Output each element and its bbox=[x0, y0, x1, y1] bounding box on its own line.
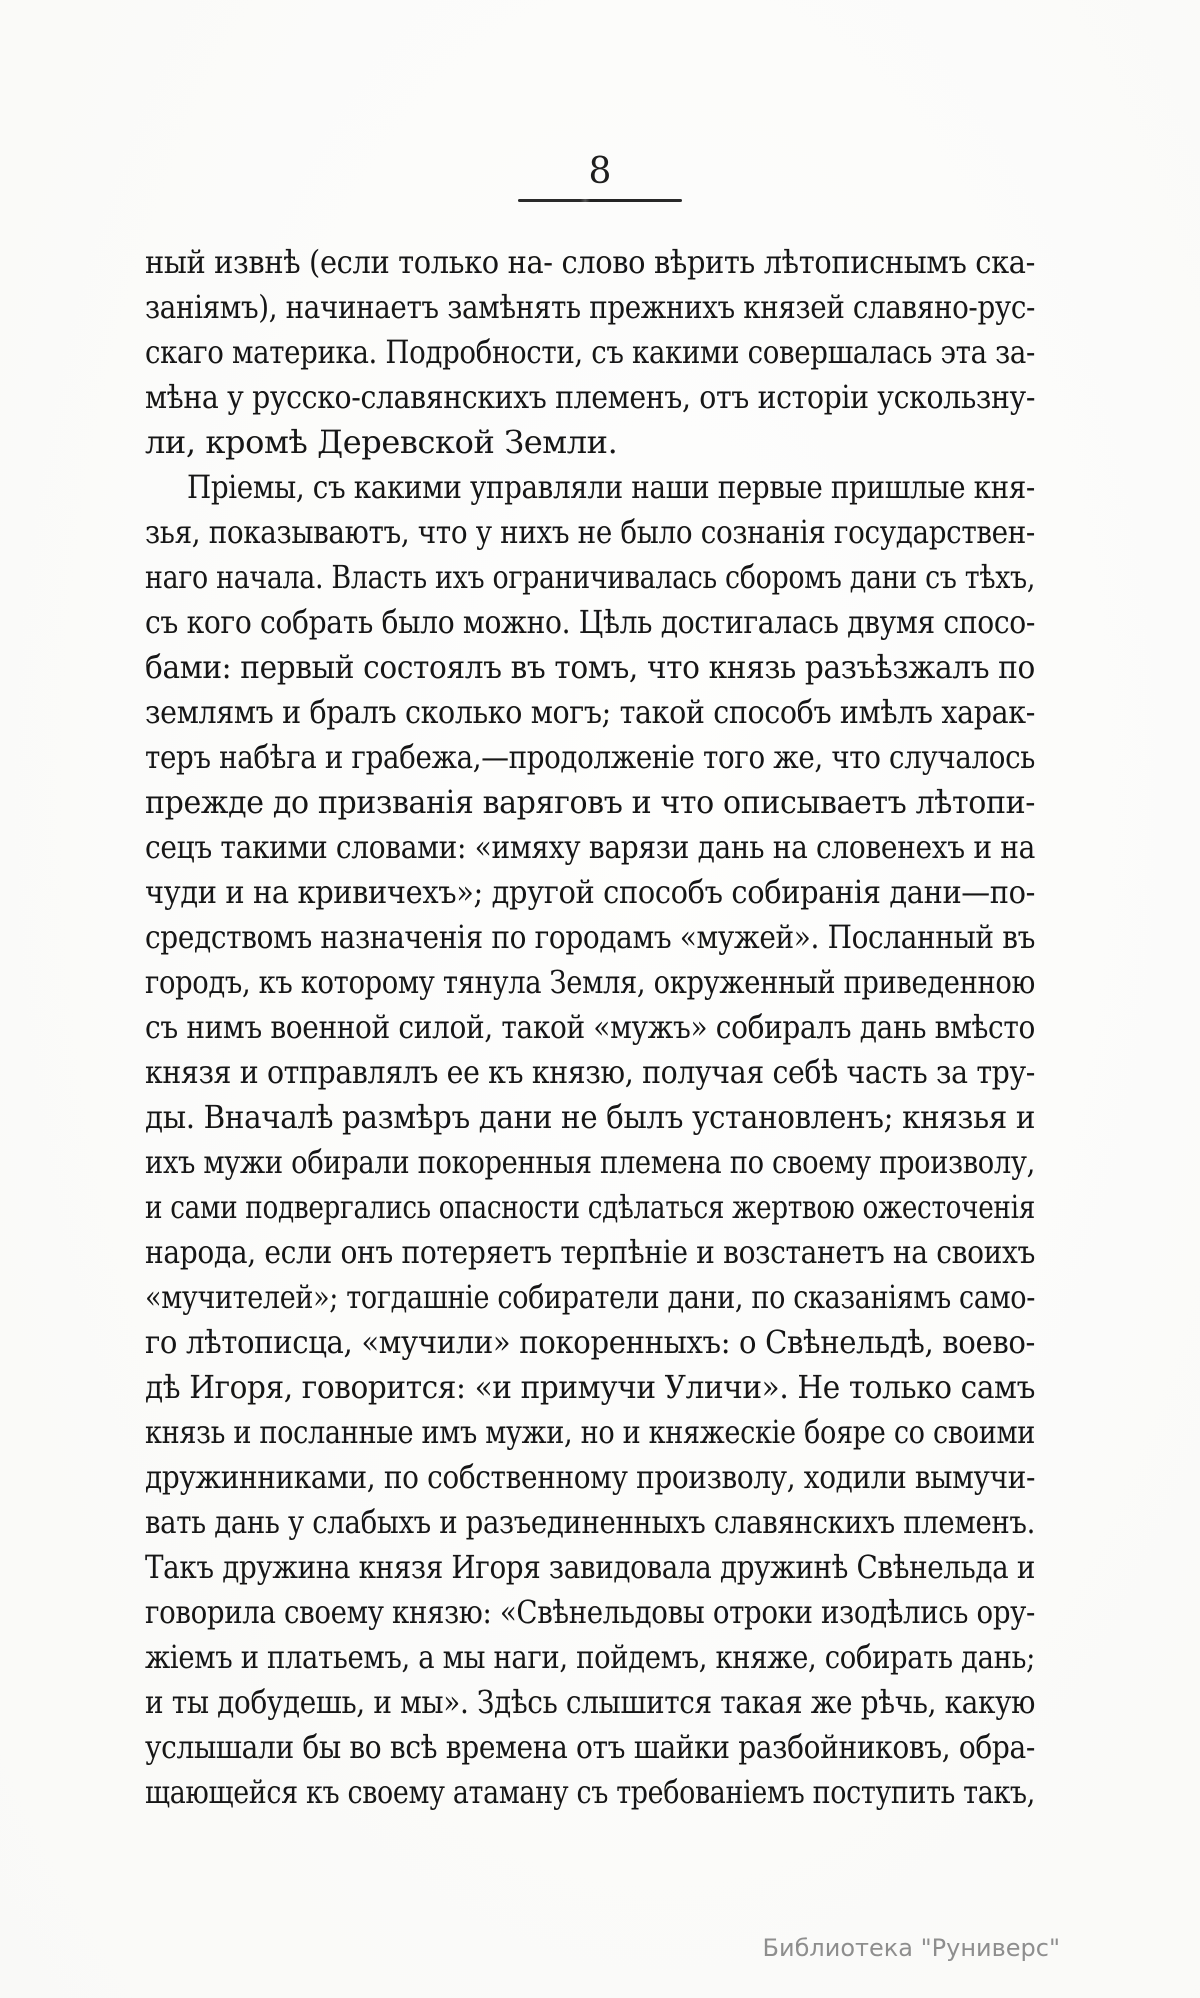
text-line: средствомъ назначенія по городамъ «мужей». Посланный въ bbox=[145, 918, 1036, 956]
text-line: ли, кромѣ Деревской Земли. bbox=[145, 423, 618, 461]
text-line: съ кого собрать было можно. Цѣль достигалась двумя спосо- bbox=[145, 603, 1036, 641]
text-line: бами: первый состоялъ въ томъ, что князь разъѣзжалъ по bbox=[145, 648, 1035, 686]
text-line: Такъ дружина князя Игоря завидовала дружинѣ Свѣнельда и bbox=[145, 1548, 1036, 1586]
text-line: зья, показываютъ, что у нихъ не было сознанія государствен- bbox=[145, 513, 1035, 551]
text-line: ды. Вначалѣ размѣръ дани не былъ установленъ; князья и bbox=[145, 1098, 1036, 1136]
body-text-block bbox=[145, 240, 1035, 1815]
text-line: наго начала. Власть ихъ ограничивалась сборомъ дани съ тѣхъ, bbox=[145, 558, 1036, 596]
text-line: и сами подвергались опасности сдѣлаться жертвою ожесточенія bbox=[145, 1188, 1035, 1226]
text-line: съ нимъ военной силой, такой «мужъ» собиралъ дань вмѣсто bbox=[145, 1008, 1035, 1046]
text-line: услышали бы во всѣ времена отъ шайки разбойниковъ, обра- bbox=[145, 1728, 1036, 1766]
text-line: теръ набѣга и грабежа,—продолженіе того же, что случалось bbox=[145, 738, 1035, 776]
text-line: прежде до призванія варяговъ и что описываетъ лѣтопи- bbox=[145, 783, 1036, 821]
text-line: мѣна у русско-славянскихъ племенъ, отъ исторіи ускользну- bbox=[145, 378, 1036, 416]
page-number-rule bbox=[518, 199, 682, 202]
text-line: князя и отправлялъ ее къ князю, получая себѣ часть за тру- bbox=[145, 1053, 1036, 1091]
text-line: Пріемы, съ какими управляли наши первые пришлые кня- bbox=[187, 468, 1035, 506]
text-line: городъ, къ которому тянула Земля, окруженный приведенною bbox=[145, 963, 1036, 1001]
text-line: народа, если онъ потеряетъ терпѣніе и возстанетъ на своихъ bbox=[145, 1233, 1035, 1271]
text-line: чуди и на кривичехъ»; другой способъ собиранія дани—по- bbox=[145, 873, 1036, 911]
text-line: говорила своему князю: «Свѣнельдовы отроки изодѣлись ору- bbox=[145, 1593, 1036, 1631]
text-line: щающейся къ своему атаману съ требованіемъ поступить такъ, bbox=[145, 1773, 1035, 1811]
text-line: дружинниками, по собственному произволу, ходили вымучи- bbox=[145, 1458, 1036, 1496]
text-line: сецъ такими словами: «имяху варязи дань на словенехъ и на bbox=[145, 828, 1035, 866]
text-line: ный извнѣ (если только на- слово вѣрить лѣтописнымъ ска- bbox=[145, 243, 1036, 281]
text-line: дѣ Игоря, говорится: «и примучи Уличи». Не только самъ bbox=[145, 1368, 1036, 1406]
text-line: ихъ мужи обирали покоренныя племена по своему произволу, bbox=[145, 1143, 1036, 1181]
text-line: и ты добудешь, и мы». Здѣсь слышится такая же рѣчь, какую bbox=[145, 1683, 1036, 1721]
page-number: 8 bbox=[588, 151, 612, 192]
text-line: «мучителей»; тогдашніе собиратели дани, по сказаніямъ само- bbox=[145, 1278, 1036, 1316]
text-line: землямъ и бралъ сколько могъ; такой способъ имѣлъ харак- bbox=[145, 693, 1035, 731]
text-line: го лѣтописца, «мучили» покоренныхъ: о Свѣнельдѣ, воево- bbox=[145, 1323, 1036, 1361]
text-line: скаго материка. Подробности, съ какими совершалась эта за- bbox=[145, 333, 1035, 371]
text-line: князь и посланные имъ мужи, но и княжескіе бояре со своими bbox=[145, 1413, 1036, 1451]
text-line: заніямъ), начинаетъ замѣнять прежнихъ князей славяно-рус- bbox=[145, 288, 1036, 326]
text-line: вать дань у слабыхъ и разъединенныхъ славянскихъ племенъ. bbox=[145, 1503, 1036, 1541]
text-line: жіемъ и платьемъ, а мы наги, пойдемъ, княже, собирать дань; bbox=[145, 1638, 1036, 1676]
watermark-runivers: Библиотека "Руниверс" bbox=[762, 1934, 1060, 1962]
